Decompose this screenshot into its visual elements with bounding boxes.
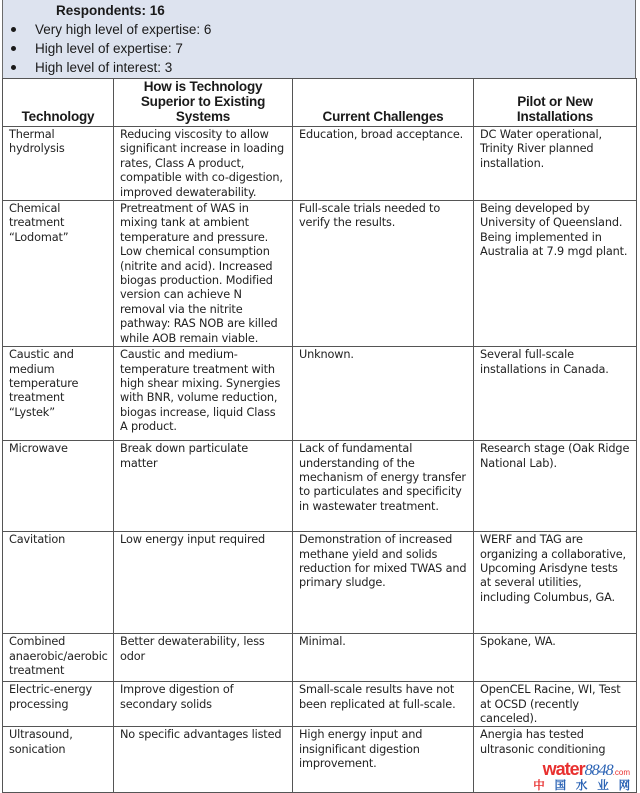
header-technology: Technology (3, 79, 114, 127)
bullet-icon (11, 65, 16, 70)
watermark-brand (543, 760, 630, 779)
watermark-char: 网 (618, 778, 630, 793)
watermark-chinese (480, 780, 630, 792)
cell-superior: Better dewaterability, less odor (114, 634, 293, 682)
cell-challenges: Small-scale results have not been replicated at full-scale. (293, 682, 474, 727)
cell-installations-text: Anergia has tested ultrasonic conditioning (480, 728, 606, 756)
table-row (3, 532, 637, 634)
cell-technology: Ultrasound, sonication (3, 727, 114, 792)
cell-superior: Improve digestion of secondary solids (114, 682, 293, 727)
table-row (3, 634, 637, 682)
cell-technology: Cavitation (3, 532, 114, 634)
cell-installations: OpenCEL Racine, WI, Test at OCSD (recently canceled). (474, 682, 637, 727)
table-row (3, 682, 637, 727)
watermark-char: 业 (597, 778, 609, 793)
cell-installations: Several full-scale installations in Canada. (474, 347, 637, 441)
cell-challenges: Full-scale trials needed to verify the results. (293, 201, 474, 347)
cell-installations (474, 727, 637, 792)
watermark-char: 国 (554, 778, 566, 793)
technology-table (2, 78, 637, 793)
table-row (3, 727, 637, 792)
cell-installations: WERF and TAG are organizing a collaborative, Upcoming Arisdyne tests at several utilities, including Columbus, GA. (474, 532, 637, 634)
cell-installations: Spokane, WA. (474, 634, 637, 682)
list-item-text: High level of expertise: 7 (35, 41, 183, 56)
cell-challenges: Unknown. (293, 347, 474, 441)
respondents-list (3, 20, 211, 77)
table-row (3, 347, 637, 441)
watermark-char: 水 (575, 778, 588, 793)
header-superior: How is Technology Superior to Existing Systems (114, 79, 293, 127)
watermark-brand-text: water (542, 759, 585, 780)
list-item (3, 58, 211, 77)
cell-challenges: Lack of fundamental understanding of the mechanism of energy transfer to particulates and specificity in wastewater treatment. (293, 441, 474, 532)
cell-technology: Caustic and medium temperature treatment “Lystek” (3, 347, 114, 441)
header-challenges: Current Challenges (293, 79, 474, 127)
table-header-row (3, 79, 637, 127)
cell-installations: Research stage (Oak Ridge National Lab). (474, 441, 637, 532)
list-item (3, 20, 211, 39)
respondents-summary (2, 0, 636, 78)
cell-technology: Electric-energy processing (3, 682, 114, 727)
list-item-text: High level of interest: 3 (35, 60, 173, 75)
table-row (3, 441, 637, 532)
cell-installations: Being developed by University of Queensland. Being implemented in Australia at 7.9 mgd plant. (474, 201, 637, 347)
cell-superior: Caustic and medium-temperature treatment with high shear mixing. Synergies with BNR, volume reduction, biogas increase, liquid Class A product. (114, 347, 293, 441)
cell-technology: Thermal hydrolysis (3, 127, 114, 201)
cell-challenges: High energy input and insignificant digestion improvement. (293, 727, 474, 792)
cell-technology: Combined anaerobic/aerobic treatment (3, 634, 114, 682)
watermark-suffix: .com (612, 768, 630, 778)
cell-superior: Break down particulate matter (114, 441, 293, 532)
cell-superior: Pretreatment of WAS in mixing tank at ambient temperature and pressure. Low chemical consumption (nitrite and acid). Increased biogas production. Modified version can achieve N removal via the nitrite pathway: RAS NOB are killed while AOB remain viable. (114, 201, 293, 347)
watermark-char: 中 (533, 778, 545, 793)
cell-installations: DC Water operational, Trinity River planned installation. (474, 127, 637, 201)
table-row (3, 201, 637, 347)
list-item (3, 39, 211, 58)
watermark-logo (480, 760, 630, 792)
list-item-text: Very high level of expertise: 6 (35, 22, 212, 37)
cell-superior: Low energy input required (114, 532, 293, 634)
cell-technology: Microwave (3, 441, 114, 532)
respondents-title: Respondents: 16 (56, 3, 165, 18)
cell-challenges: Minimal. (293, 634, 474, 682)
bullet-icon (11, 27, 16, 32)
cell-superior: No specific advantages listed (114, 727, 293, 792)
cell-challenges: Education, broad acceptance. (293, 127, 474, 201)
bullet-icon (11, 46, 16, 51)
watermark-number: 8848 (584, 762, 613, 780)
table-row (3, 127, 637, 201)
cell-challenges: Demonstration of increased methane yield and solids reduction for mixed TWAS and primary sludge. (293, 532, 474, 634)
header-installations: Pilot or New Installations (474, 79, 637, 127)
cell-technology: Chemical treatment “Lodomat” (3, 201, 114, 347)
cell-superior: Reducing viscosity to allow significant increase in loading rates, Class A product, compatible with co-digestion, improved dewaterability. (114, 127, 293, 201)
